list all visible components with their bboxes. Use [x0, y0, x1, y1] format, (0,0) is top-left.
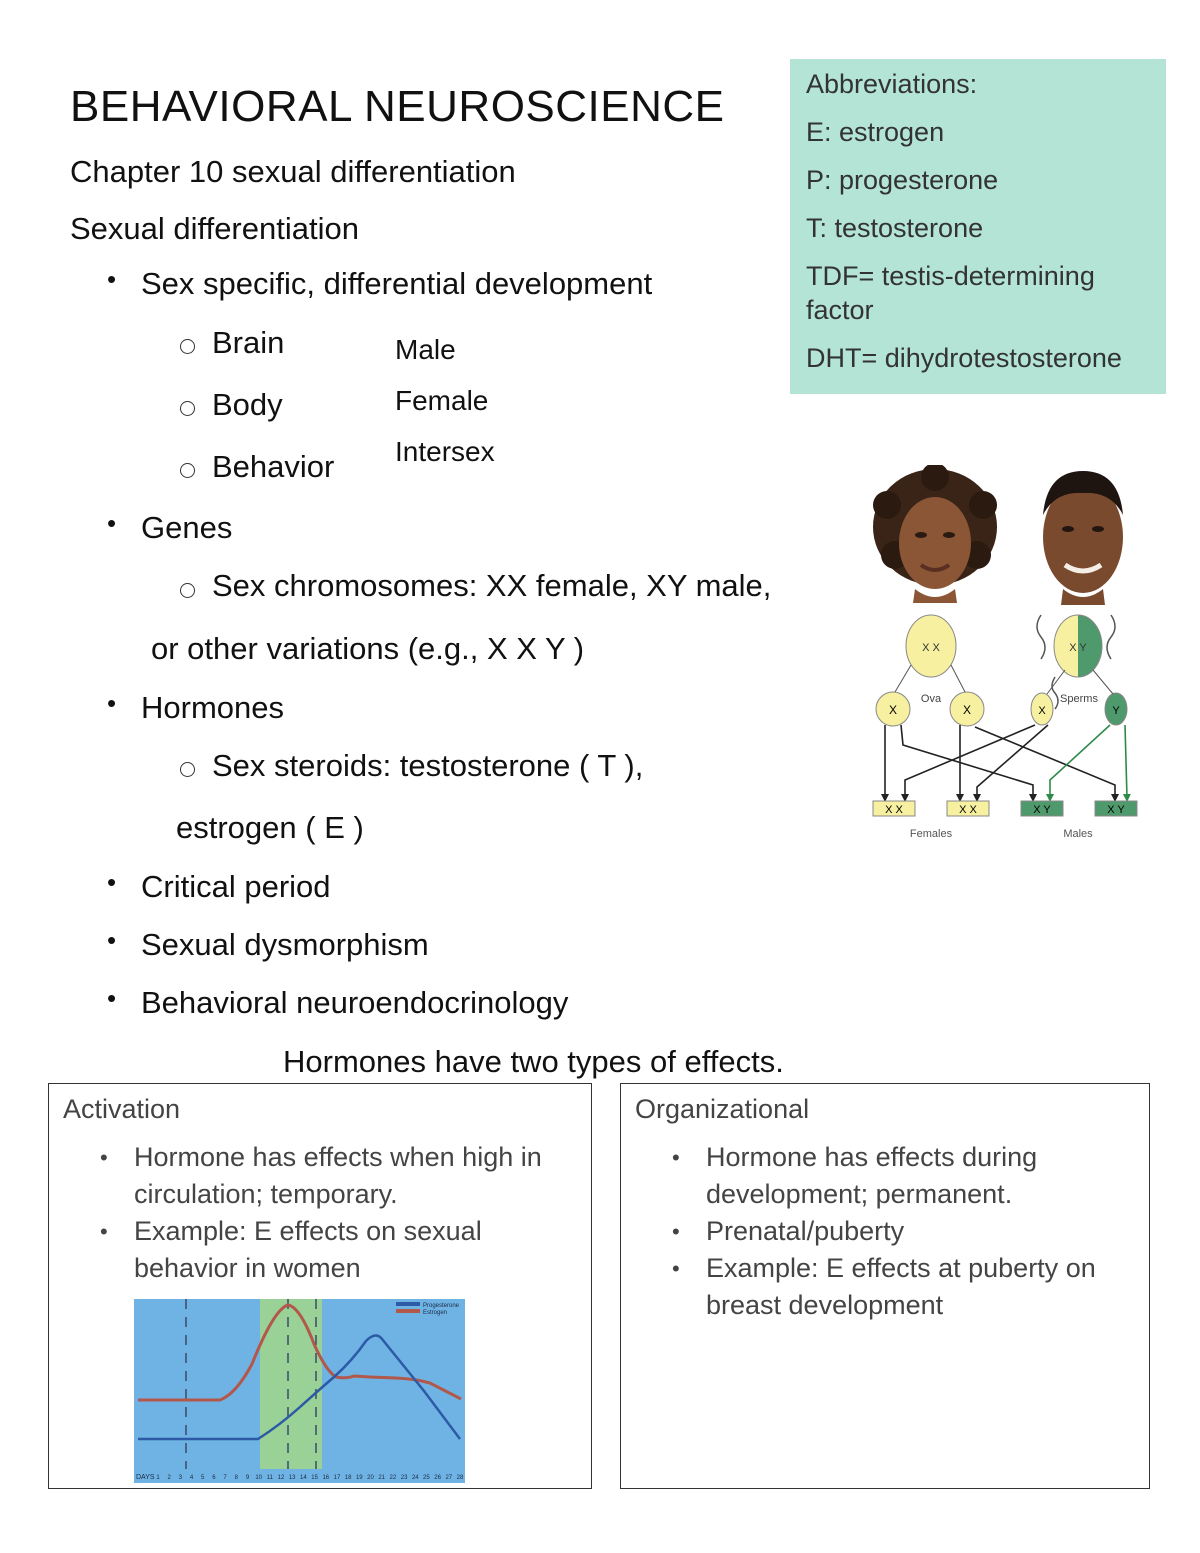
- sub-bullet-circle: [180, 463, 195, 478]
- activation-heading: Activation: [63, 1094, 181, 1124]
- day-tick-label: 23: [400, 1475, 408, 1481]
- day-tick-label: 26: [434, 1475, 441, 1481]
- effects-heading: Hormones have two types of effects.: [283, 1044, 784, 1079]
- day-tick-label: 1: [156, 1475, 160, 1481]
- sub-item-behavior: Behavior: [212, 449, 335, 484]
- chapter-heading: Chapter 10 sexual differentiation: [70, 154, 516, 189]
- offspring-male-2-label: X Y: [1107, 804, 1125, 816]
- day-tick-label: 21: [378, 1475, 386, 1481]
- bullet-hormones: • Hormones: [141, 690, 284, 726]
- man-portrait: [1043, 471, 1123, 605]
- sperms-label: Sperms: [1060, 693, 1098, 705]
- day-tick-label: 9: [245, 1475, 250, 1481]
- woman-portrait: [873, 465, 997, 603]
- abbr-progesterone: P: progesterone: [806, 165, 999, 195]
- sub-item-sex-chromosomes: Sex chromosomes: XX female, XY male,: [212, 568, 772, 603]
- inheritance-arrows: [885, 725, 1115, 798]
- sub-item-body: Body: [212, 387, 283, 422]
- day-tick-label: 7: [223, 1475, 227, 1481]
- day-tick-label: 13: [288, 1475, 296, 1481]
- page-title: BEHAVIORAL NEUROSCIENCE: [70, 82, 725, 131]
- organizational-item-2: • Prenatal/puberty: [706, 1213, 1136, 1250]
- abbr-estrogen: E: estrogen: [806, 117, 945, 147]
- day-tick-label: 3: [178, 1475, 183, 1481]
- abbreviations-heading: Abbreviations:: [806, 69, 978, 99]
- day-tick-label: 20: [367, 1475, 374, 1481]
- bullet-behavioral-neuroendocrinology: • Behavioral neuroendocrinology: [141, 985, 568, 1021]
- activation-item-2: • Example: E effects on sexual behavior in women: [134, 1213, 574, 1287]
- day-tick-label: 12: [277, 1475, 285, 1481]
- category-male: Male: [395, 334, 456, 365]
- sub-bullet-circle: [180, 401, 195, 416]
- day-tick-label: 11: [266, 1475, 274, 1481]
- legend-swatch-progesterone: [396, 1302, 420, 1306]
- sub-item-continuation: estrogen ( E ): [176, 810, 364, 845]
- males-label: Males: [1063, 828, 1093, 840]
- abbreviations-box: [790, 59, 1166, 394]
- ovum-2-label: X: [962, 703, 972, 717]
- parent-male-label: X Y: [1069, 642, 1087, 654]
- sub-bullet-circle: [180, 339, 195, 354]
- sub-item-brain: Brain: [212, 325, 285, 360]
- day-tick-label: 28: [456, 1475, 464, 1481]
- organizational-heading: Organizational: [635, 1094, 810, 1124]
- abbr-dht: DHT= dihydrotestosterone: [806, 343, 1122, 373]
- sub-item-sex-steroids: Sex steroids: testosterone ( T ),: [212, 748, 644, 783]
- organizational-box: [620, 1083, 1150, 1489]
- sperm-y-label: Y: [1112, 705, 1120, 717]
- menstrual-cycle-chart: [134, 1299, 465, 1483]
- offspring-female-2-label: X X: [959, 804, 977, 816]
- day-tick-label: 25: [423, 1475, 430, 1481]
- day-tick-label: 18: [344, 1475, 352, 1481]
- bullet-genes: • Genes: [141, 510, 232, 546]
- organizational-item-3: • Example: E effects at puberty on breast development: [706, 1250, 1136, 1324]
- abbr-tdf: TDF= testis-determining factor: [806, 261, 1095, 325]
- days-label: DAYS: [136, 1474, 155, 1481]
- activation-list: [134, 1139, 574, 1287]
- activation-item-1: • Hormone has effects when high in circulation; temporary.: [134, 1139, 574, 1213]
- section-heading: Sexual differentiation: [70, 211, 359, 246]
- sub-bullet-circle: [180, 583, 195, 598]
- activation-box: [48, 1083, 592, 1489]
- day-tick-label: 19: [355, 1475, 363, 1481]
- day-tick-label: 16: [322, 1475, 330, 1481]
- day-tick-label: 6: [212, 1475, 216, 1481]
- day-tick-label: 2: [167, 1475, 171, 1481]
- organizational-list: [706, 1139, 1136, 1324]
- bullet-critical-period: • Critical period: [141, 869, 331, 905]
- sub-item-continuation: or other variations (e.g., X X Y ): [151, 631, 585, 666]
- offspring-male-1-label: X Y: [1033, 804, 1051, 816]
- abbr-testosterone: T: testosterone: [806, 213, 984, 243]
- bullet-sexual-dysmorphism: • Sexual dysmorphism: [141, 927, 429, 963]
- day-tick-label: 8: [234, 1475, 238, 1481]
- sperm-x-label: X: [1038, 705, 1046, 717]
- day-tick-label: 4: [189, 1475, 194, 1481]
- day-tick-label: 14: [300, 1475, 307, 1481]
- day-tick-label: 17: [333, 1475, 341, 1481]
- day-tick-label: 22: [389, 1475, 397, 1481]
- legend-estrogen: Estrogen: [423, 1310, 448, 1316]
- parent-female-label: X X: [922, 642, 940, 654]
- chromosome-inheritance-figure: [865, 465, 1145, 845]
- organizational-item-1: • Hormone has effects during development; permanent.: [706, 1139, 1136, 1213]
- legend-progesterone: Progesterone: [423, 1303, 460, 1309]
- offspring-female-1-label: X X: [885, 804, 903, 816]
- sub-bullet-circle: [180, 762, 195, 777]
- ovum-1-label: X: [888, 703, 898, 717]
- legend-swatch-estrogen: [396, 1309, 420, 1313]
- day-tick-label: 27: [445, 1475, 453, 1481]
- category-female: Female: [395, 385, 489, 416]
- ova-label: Ova: [920, 693, 942, 705]
- day-tick-label: 5: [201, 1475, 205, 1481]
- day-tick-label: 15: [311, 1475, 318, 1481]
- bullet-sex-specific: • Sex specific, differential development: [141, 266, 652, 302]
- day-tick-label: 10: [255, 1475, 263, 1481]
- category-intersex: Intersex: [395, 436, 495, 467]
- day-tick-label: 24: [411, 1475, 419, 1481]
- females-label: Females: [909, 828, 953, 840]
